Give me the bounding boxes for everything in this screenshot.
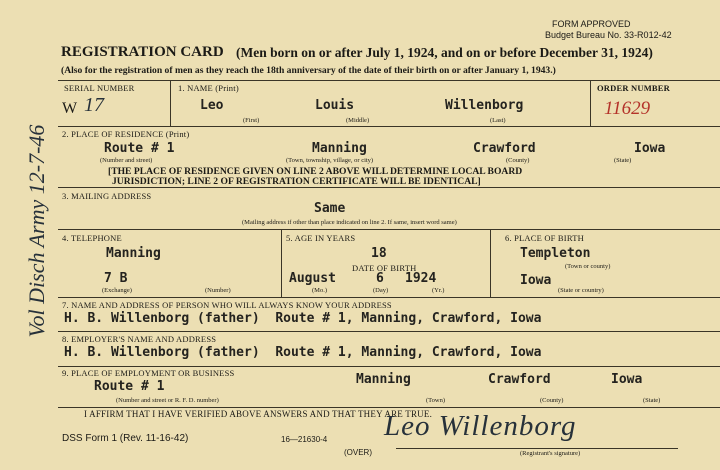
signature-caption: (Registrant's signature) — [520, 450, 581, 457]
employment-town: Manning — [356, 372, 411, 387]
card-subtitle: (Also for the registration of men as they reach the 18th anniversary of the date of their birth on or after January 1, 1943.) — [61, 65, 556, 76]
name-first: Leo — [200, 98, 224, 113]
residence-town-caption: (Town, township, village, or city) — [286, 157, 374, 164]
card-title-sub: (Men born on or after July 1, 1924, and on or before December 31, 1924) — [236, 45, 653, 60]
dob-year: 1924 — [405, 271, 437, 286]
mailing-value: Same — [314, 201, 346, 216]
contact-value: H. B. Willenborg (father) Route # 1, Manning, Crawford, Iowa — [64, 311, 542, 326]
residence-label: 2. PLACE OF RESIDENCE (Print) — [62, 129, 190, 139]
age-label: 5. AGE IN YEARS — [286, 233, 356, 243]
dob-month: August — [289, 271, 336, 286]
side-note: Vol Disch Army 12-7-46 — [24, 124, 49, 338]
residence-county: Crawford — [473, 141, 536, 156]
telephone-number-caption: (Number) — [205, 287, 231, 294]
employment-street: Route # 1 — [94, 379, 165, 394]
dob-day-caption: (Day) — [373, 287, 389, 294]
employment-label: 9. PLACE OF EMPLOYMENT OR BUSINESS — [62, 368, 235, 378]
form-approved: FORM APPROVED — [552, 19, 631, 29]
mailing-caption: (Mailing address if other than place indicated on line 2. If same, insert word same) — [242, 219, 457, 226]
serial-value: 17 — [84, 94, 104, 116]
residence-state-caption: (State) — [614, 157, 632, 164]
residence-state: Iowa — [634, 141, 666, 156]
telephone-label: 4. TELEPHONE — [62, 233, 122, 243]
serial-label: SERIAL NUMBER — [64, 83, 135, 93]
dob-label: DATE OF BIRTH — [352, 263, 417, 273]
telephone-exchange-caption: (Exchange) — [102, 287, 132, 294]
order-label: ORDER NUMBER — [597, 83, 670, 93]
mailing-label: 3. MAILING ADDRESS — [62, 191, 152, 201]
birthplace-town-caption: (Town or county) — [565, 263, 611, 270]
affirm-statement: I AFFIRM THAT I HAVE VERIFIED ABOVE ANSWERS AND THAT THEY ARE TRUE. — [84, 409, 433, 419]
serial-prefix: W — [62, 100, 78, 117]
telephone-exchange: Manning — [106, 246, 161, 261]
employer-label: 8. EMPLOYER'S NAME AND ADDRESS — [62, 334, 217, 344]
name-last-caption: (Last) — [490, 117, 506, 124]
employment-county: Crawford — [488, 372, 551, 387]
name-last: Willenborg — [445, 98, 524, 113]
employment-street-caption: (Number and street or R. F. D. number) — [116, 397, 219, 404]
employment-state-caption: (State) — [643, 397, 661, 404]
birthplace-label: 6. PLACE OF BIRTH — [505, 233, 584, 243]
print-code: 16—21630-4 — [281, 435, 328, 444]
name-label: 1. NAME (Print) — [178, 83, 239, 93]
form-number: DSS Form 1 (Rev. 11-16-42) — [62, 433, 189, 444]
name-middle-caption: (Middle) — [346, 117, 370, 124]
age-value: 18 — [371, 246, 387, 261]
residence-notice-1: [THE PLACE OF RESIDENCE GIVEN ON LINE 2 ABOVE WILL DETERMINE LOCAL BOARD — [108, 166, 523, 177]
birthplace-state: Iowa — [520, 273, 552, 288]
employment-county-caption: (County) — [540, 397, 564, 404]
name-middle: Louis — [315, 98, 355, 113]
residence-notice-2: JURISDICTION; LINE 2 OF REGISTRATION CERTIFICATE WILL BE IDENTICAL] — [112, 176, 481, 187]
registrant-signature: Leo Willenborg — [384, 410, 577, 442]
card-title: REGISTRATION CARD — [61, 44, 224, 60]
dob-month-caption: (Mo.) — [312, 287, 327, 294]
telephone-number: 7 B — [104, 271, 128, 286]
name-first-caption: (First) — [243, 117, 260, 124]
dob-year-caption: (Yr.) — [432, 287, 445, 294]
employment-town-caption: (Town) — [426, 397, 446, 404]
birthplace-state-caption: (State or country) — [558, 287, 604, 294]
birthplace-town: Templeton — [520, 246, 591, 261]
residence-street: Route # 1 — [104, 141, 175, 156]
residence-street-caption: (Number and street) — [100, 157, 153, 164]
over-marker: (OVER) — [344, 448, 372, 457]
employment-state: Iowa — [611, 372, 643, 387]
employer-value: H. B. Willenborg (father) Route # 1, Manning, Crawford, Iowa — [64, 345, 542, 360]
residence-county-caption: (County) — [506, 157, 530, 164]
residence-town: Manning — [312, 141, 367, 156]
order-value: 11629 — [604, 98, 651, 119]
budget-bureau: Budget Bureau No. 33-R012-42 — [545, 30, 672, 40]
contact-label: 7. NAME AND ADDRESS OF PERSON WHO WILL ALWAYS KNOW YOUR ADDRESS — [62, 300, 392, 310]
dob-day: 6 — [376, 271, 384, 286]
